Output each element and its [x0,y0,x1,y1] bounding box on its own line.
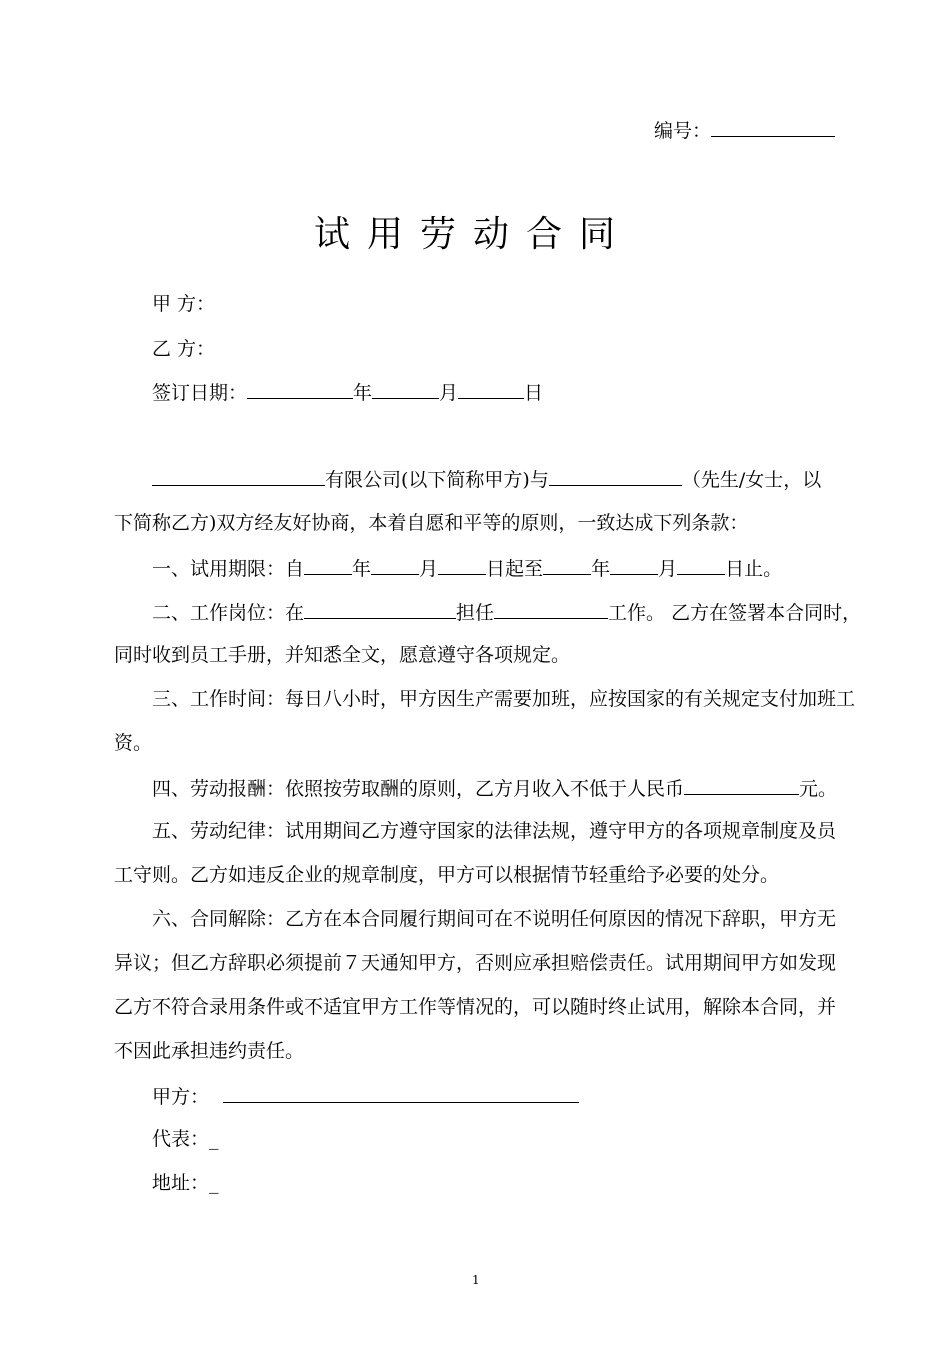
end-year-unit: 年 [591,558,611,580]
clause-6-line-3: 乙方不符合录用条件或不适宜甲方工作等情况的，可以随时终止试用，解除本合同，并 [114,996,837,1018]
position-blank [494,600,608,619]
page-number: 1 [472,1273,480,1287]
signature-representative: 代表：_ [152,1128,219,1150]
clause-2-prefix: 二、工作岗位：在 [152,602,305,624]
clause-3-line-1: 三、工作时间：每日八小时，甲方因生产需要加班，应按国家的有关规定支付加班工 [152,688,856,710]
sign-year-blank [247,380,353,399]
sign-day-blank [458,380,524,399]
clause-6-line-2: 异议；但乙方辞职必须提前７天通知甲方，否则应承担赔偿责任。试用期间甲方如发现 [114,952,837,974]
party-b-label: 乙 方： [152,338,216,360]
sign-date-label: 签订日期： [152,382,248,404]
sign-day-unit: 日 [524,382,544,404]
end-day-unit: 日止。 [725,558,783,580]
end-month-unit: 月 [658,558,678,580]
gender-text: （先生/女士，以 [681,469,822,491]
signature-address: 地址：_ [152,1172,219,1194]
clause-4 [152,776,837,800]
document-number [654,118,835,142]
start-day-blank [438,556,486,575]
signature-party-a-label: 甲方： [152,1086,210,1108]
intro-line-2: 下简称乙方)双方经友好协商，本着自愿和平等的原则，一致达成下列条款： [114,512,749,534]
sign-date [152,380,543,404]
document-number-label: 编号： [654,120,712,142]
company-suffix: 有限公司(以下简称甲方)与 [325,469,549,491]
clause-6-line-1: 六、合同解除：乙方在本合同履行期间可在不说明任何原因的情况下辞职，甲方无 [152,908,837,930]
page-title: 试用劳动合同 [314,214,633,255]
clause-1 [152,556,782,580]
start-day-unit: 日起至 [486,558,544,580]
start-month-unit: 月 [419,558,439,580]
clause-2-mid: 担任 [456,602,495,624]
clause-6-line-4: 不因此承担违约责任。 [114,1040,305,1062]
sign-year-unit: 年 [353,382,373,404]
clause-2-line-2: 同时收到员工手册，并知悉全文，愿意遵守各项规定。 [114,644,571,666]
end-day-blank [677,556,725,575]
party-a-label: 甲 方： [152,293,216,315]
start-month-blank [371,556,419,575]
clause-5-line-1: 五、劳动纪律：试用期间乙方遵守国家的法律法规，遵守甲方的各项规章制度及员 [152,820,837,842]
work-location-blank [304,600,456,619]
document-number-blank [711,118,835,137]
end-month-blank [610,556,658,575]
sign-month-unit: 月 [439,382,459,404]
clause-1-prefix: 一、试用期限：自 [152,558,305,580]
clause-2-line-1 [152,600,861,624]
clause-4-prefix: 四、劳动报酬：依照按劳取酬的原则，乙方月收入不低于人民币 [152,778,685,800]
party-a-signature-blank [223,1084,579,1103]
clause-3-line-2: 资。 [114,732,153,754]
end-year-blank [543,556,591,575]
start-year-blank [304,556,352,575]
employee-name-blank [549,467,682,486]
salary-blank [684,776,799,795]
sign-month-blank [372,380,439,399]
company-name-blank [152,467,325,486]
start-year-unit: 年 [352,558,372,580]
signature-party-a [152,1084,579,1108]
clause-5-line-2: 工守则。乙方如违反企业的规章制度，甲方可以根据情节轻重给予必要的处分。 [114,864,780,886]
intro-line-1 [152,467,821,491]
clause-4-suffix: 元。 [799,778,838,800]
clause-2-suffix: 工作。 乙方在签署本合同时， [608,602,862,624]
